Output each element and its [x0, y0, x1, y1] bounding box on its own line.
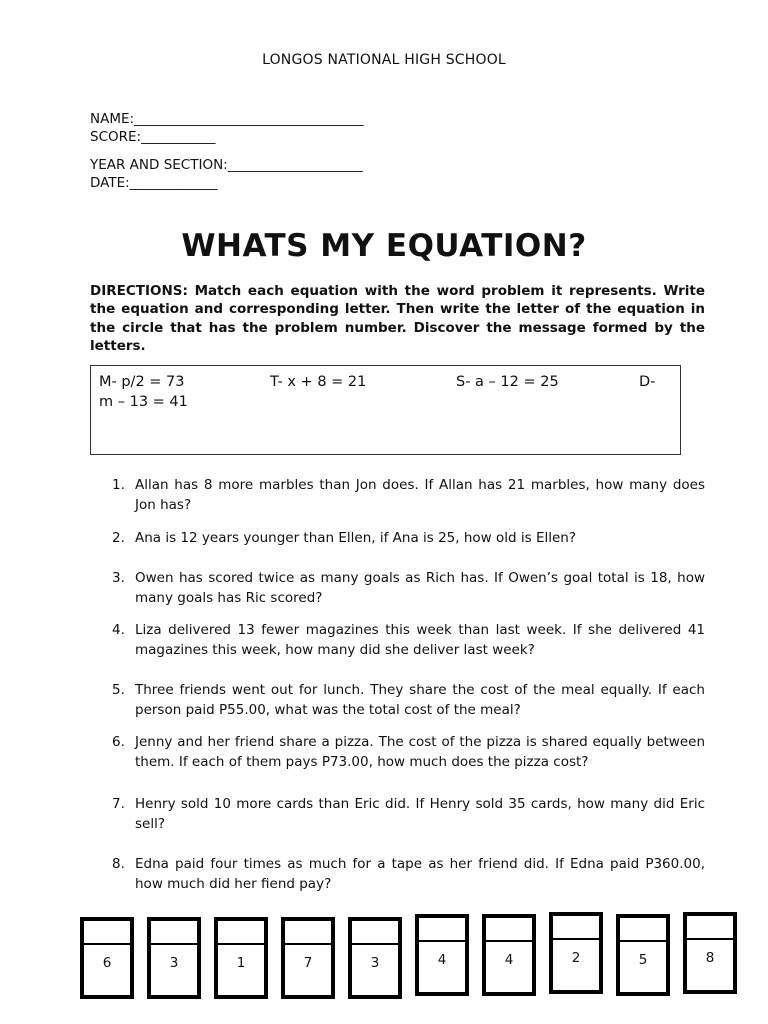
problem-text: Owen has scored twice as many goals as Rich has. If Owen’s goal total is 18, how many goals has Ric scored?	[135, 570, 705, 606]
problem-item	[112, 855, 705, 894]
problem-text: Henry sold 10 more cards than Eric did. If Henry sold 35 cards, how many did Eric sell?	[135, 796, 705, 832]
problem-item	[112, 733, 705, 772]
answer-box	[348, 917, 402, 999]
problem-number: 6.	[112, 734, 125, 750]
answer-box	[683, 912, 737, 994]
answer-box-divider	[218, 943, 264, 945]
answer-box-divider	[419, 940, 465, 942]
answer-box-number: 3	[370, 955, 380, 971]
problem-text: Liza delivered 13 fewer magazines this week than last week. If she delivered 41 magazines this week, how many did she deliver last week?	[135, 622, 705, 658]
answer-box-divider	[84, 943, 130, 945]
answer-box-number: 4	[504, 952, 514, 968]
problem-item	[112, 529, 705, 549]
answer-box	[80, 917, 134, 999]
problem-number: 3.	[112, 570, 125, 586]
answer-box-divider	[687, 938, 733, 940]
problem-item	[112, 795, 705, 834]
answer-box-divider	[352, 943, 398, 945]
problem-item	[112, 621, 705, 660]
problem-number: 4.	[112, 622, 125, 638]
directions-text: DIRECTIONS: Match each equation with the word problem it represents. Write the equation and corresponding letter. Then write the letter of the equation in the circle that has the problem number. Discover the message formed by the letters.	[90, 283, 705, 354]
year-section-field: YEAR AND SECTION:____________________	[90, 157, 363, 173]
problem-number: 2.	[112, 530, 125, 546]
answer-box-number: 4	[437, 952, 447, 968]
answer-box	[415, 914, 469, 996]
problem-text: Allan has 8 more marbles than Jon does. If Allan has 21 marbles, how many does Jon has?	[135, 477, 705, 513]
problem-text: Jenny and her friend share a pizza. The cost of the pizza is shared equally between them. If each of them pays P73.00, how much does the pizza cost?	[135, 734, 705, 770]
date-field: DATE:_____________	[90, 175, 218, 191]
answer-box-number: 5	[638, 952, 648, 968]
answer-box-number: 8	[705, 950, 715, 966]
equation-d-label: D-	[639, 374, 656, 390]
equation-t: T- x + 8 = 21	[270, 374, 367, 390]
problem-item	[112, 476, 705, 515]
answer-box	[214, 917, 268, 999]
problem-text: Three friends went out for lunch. They share the cost of the meal equally. If each person paid P55.00, what was the total cost of the meal?	[135, 682, 705, 718]
name-field: NAME:__________________________________	[90, 111, 364, 127]
answer-box-number: 6	[102, 955, 112, 971]
problem-item	[112, 569, 705, 608]
answer-box-number: 7	[303, 955, 313, 971]
answer-box-number: 2	[571, 950, 581, 966]
equation-s: S- a – 12 = 25	[456, 374, 559, 390]
answer-box-number: 3	[169, 955, 179, 971]
score-field: SCORE:___________	[90, 129, 216, 145]
school-name: LONGOS NATIONAL HIGH SCHOOL	[262, 52, 506, 68]
answer-box-divider	[620, 940, 666, 942]
answer-box-divider	[486, 940, 532, 942]
problem-text: Edna paid four times as much for a tape as her friend did. If Edna paid P360.00, how much did her fiend pay?	[135, 856, 705, 892]
problem-text: Ana is 12 years younger than Ellen, if Ana is 25, how old is Ellen?	[135, 530, 577, 546]
equation-m: M- p/2 = 73	[99, 374, 185, 390]
answer-box	[147, 917, 201, 999]
answer-box-divider	[151, 943, 197, 945]
answer-box-divider	[285, 943, 331, 945]
answer-box	[482, 914, 536, 996]
answer-box-number: 1	[236, 955, 246, 971]
equation-box	[90, 365, 681, 455]
problem-number: 1.	[112, 477, 125, 493]
answer-box	[549, 912, 603, 994]
problem-number: 5.	[112, 682, 125, 698]
problem-number: 8.	[112, 856, 125, 872]
worksheet-title: WHATS MY EQUATION?	[181, 228, 587, 264]
problem-number: 7.	[112, 796, 125, 812]
answer-box	[281, 917, 335, 999]
equation-d: m – 13 = 41	[99, 394, 188, 410]
problem-item	[112, 681, 705, 720]
answer-box	[616, 914, 670, 996]
answer-box-divider	[553, 938, 599, 940]
